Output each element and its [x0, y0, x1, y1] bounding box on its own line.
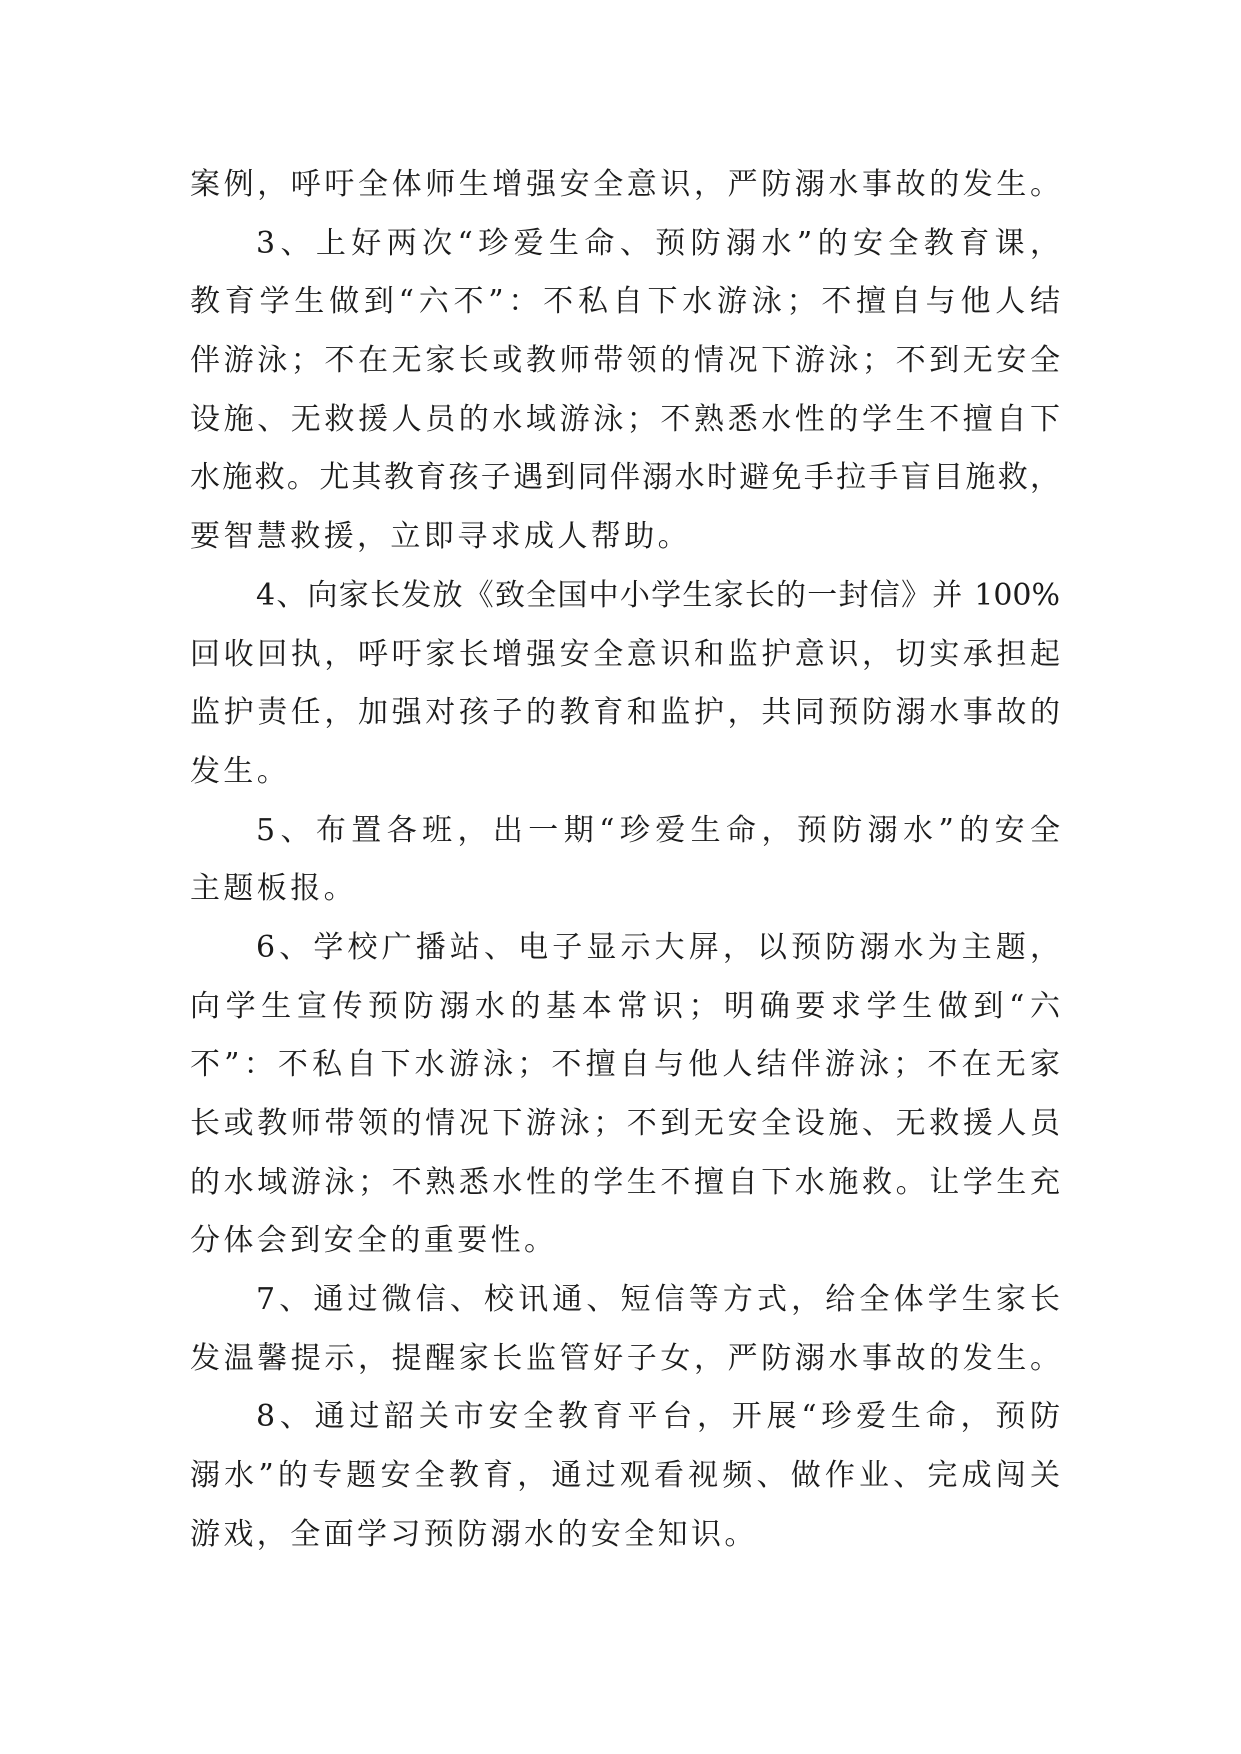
text-line: 要智慧救援，立即寻求成人帮助。	[190, 519, 691, 555]
text-line: 溺水”的专题安全教育，通过观看视频、做作业、完成闯关	[190, 1458, 1060, 1494]
text-line: 游戏，全面学习预防溺水的安全知识。	[190, 1516, 758, 1552]
text-line: 分体会到安全的重要性。	[190, 1223, 558, 1259]
text-line: 发温馨提示，提醒家长监管好子女，严防溺水事故的发生。	[190, 1340, 1060, 1376]
text-line: 7、通过微信、校讯通、短信等方式，给全体学生家长	[256, 1282, 1060, 1318]
text-line: 回收回执，呼吁家长增强安全意识和监护意识，切实承担起	[190, 636, 1060, 672]
text-line: 设施、无救援人员的水域游泳；不熟悉水性的学生不擅自下	[190, 401, 1060, 437]
text-line: 水施救。尤其教育孩子遇到同伴溺水时避免手拉手盲目施救，	[190, 460, 1060, 496]
text-line: 的水域游泳；不熟悉水性的学生不擅自下水施救。让学生充	[190, 1164, 1060, 1200]
text-line: 6、学校广播站、电子显示大屏，以预防溺水为主题，	[256, 929, 1060, 965]
paragraph-item-7	[190, 1271, 1060, 1388]
text-line: 3、上好两次“珍爱生命、预防溺水”的安全教育课，	[256, 225, 1060, 261]
text-line: 伴游泳；不在无家长或教师带领的情况下游泳；不到无安全	[190, 343, 1060, 379]
text-line: 主题板报。	[190, 871, 357, 907]
text-line: 教育学生做到“六不”：不私自下水游泳；不擅自与他人结	[190, 284, 1060, 320]
paragraph-item-8	[190, 1388, 1060, 1564]
paragraph-continuation	[190, 156, 1060, 215]
paragraph-item-3	[190, 215, 1060, 567]
text-line: 监护责任，加强对孩子的教育和监护，共同预防溺水事故的	[190, 695, 1060, 731]
paragraph-item-4	[190, 567, 1060, 802]
text-line: 4、向家长发放《致全国中小学生家长的一封信》并 100%	[256, 577, 1060, 613]
document-body	[190, 156, 1060, 1565]
text-line: 长或教师带领的情况下游泳；不到无安全设施、无救援人员	[190, 1106, 1060, 1141]
text-line: 案例，呼吁全体师生增强安全意识，严防溺水事故的发生。	[190, 167, 1060, 202]
text-line: 5、布置各班，出一期“珍爱生命，预防溺水”的安全	[256, 812, 1060, 848]
text-line: 发生。	[190, 753, 291, 789]
paragraph-item-5	[190, 802, 1060, 919]
paragraph-item-6	[190, 919, 1060, 1271]
text-line: 向学生宣传预防溺水的基本常识；明确要求学生做到“六	[190, 988, 1060, 1024]
text-line: 8、通过韶关市安全教育平台，开展“珍爱生命，预防	[256, 1399, 1060, 1435]
text-line: 不”：不私自下水游泳；不擅自与他人结伴游泳；不在无家	[190, 1047, 1060, 1083]
